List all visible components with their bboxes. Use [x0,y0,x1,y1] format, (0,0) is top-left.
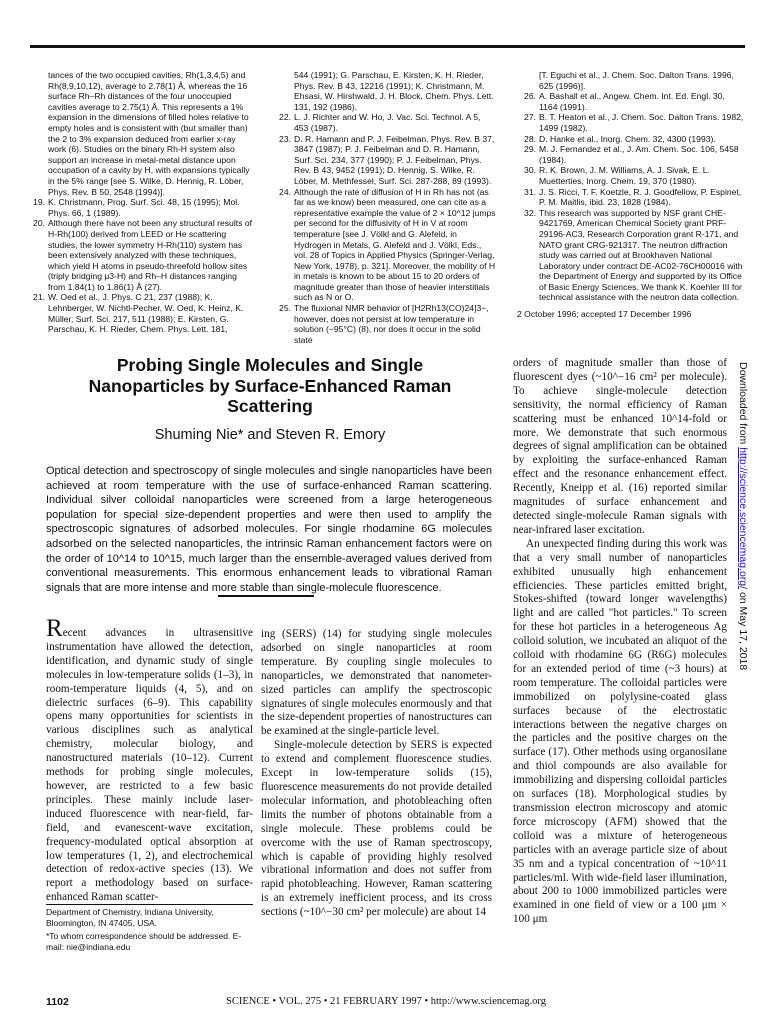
reference-item [272,112,496,133]
corresponding-author-note: *To whom correspondence should be addressed. E-mail: nie@indiana.edu [46,931,242,952]
author-affiliation: Department of Chemistry, Indiana University, Bloomington, IN 47405, USA. [46,907,214,928]
received-accepted-dates: 2 October 1996; accepted 17 December 1996 [517,309,692,320]
body-column-3 [513,357,727,927]
reference-item [272,303,496,345]
reference-text: R. K. Brown, J. M. Williams, A. J. Sivak, E. L. Muetterties, Inorg. Chem. 19, 370 (1980). [539,165,710,186]
reference-item [26,292,252,334]
reference-text: J. S. Ricci, T. F. Koetzle, R. J. Goodfellow, P. Espinet, P. M. Maitlis, ibid. 23, 1828 (1984). [539,186,742,208]
download-label: Downloaded from [737,362,749,448]
reference-item [517,112,745,133]
body-paragraph: orders of magnitude smaller than those of fluorescent dyes (~10^−16 cm² per molecule). To achieve single-molecule detection sensitivity, the normal efficiency of Raman scattering must be enhanced 10^14-fold or more. We demonstrate that such enormous degrees of signal amplification can be obtained by exploiting the surface-enhanced Raman effect and the resonance enhancement effect. Recently, Kneipp et al. (16) reported similar magnitudes of surface enhancement and detected single-molecule Raman signals with near-infrared laser excitation. [513,357,727,536]
reference-text: L. J. Richter and W. Ho, J. Vac. Sci. Technol. A 5, 453 (1987). [294,112,481,133]
reference-text: D. R. Hamann and P. J. Feibelman, Phys. Rev. B 37, 3847 (1987); P. J. Feibelman and D. R. Hamann, Surf. Sci. 234, 377 (1990); P. J. Feibelman, Phys. Rev. B 43, 9452 (1991); D. Hennig, S. Wilke, R. Löber, M. Methfessel, Surf. Sci. 287-288, 89 (1993). [294,133,495,186]
reference-text: This research was supported by NSF grant CHE-9421769, American Chemical Society grant PRF-29196-AC3, Research Corporation grant R-171, and NATO grant CRG-921317. The neutron diffraction study was carried out at Brookhaven National Laboratory under contract DE-AC02-76CH00016 with the Department of Energy and supported by its Office of Basic Energy Sciences. We thank K. Koehler III for technical assistance with the neutron data collection. [539,207,743,303]
top-rule [30,45,745,48]
reference-text: D. Hanke et al., Inorg. Chem. 32, 4300 (1993). [539,133,716,144]
reference-text: A. Bashall et al., Angew. Chem. Int. Ed. Engl. 30, 1164 (1991). [539,91,725,112]
reference-item [272,187,496,304]
article-authors: Shuming Nie* and Steven R. Emory [154,427,386,443]
reference-item [272,134,496,187]
abstract-separator-rule [218,595,314,597]
footnote-rule [46,904,253,905]
reference-item [517,187,745,208]
reference-text: W. Oed et al., J. Phys. C 21, 237 (1988); K. Lehnberger, W. Nichtl-Pecher, W. Oed, K. Heinz, K. Müller, Surf. Sci. 217, 511 (1988); E. Kirsten, G. Parschau, K. H. Rieder, Chem. Phys. Lett. 181, [48,292,244,335]
reference-item [517,208,745,303]
reference-number: 24. [279,186,291,197]
reference-text: tances of the two occupied cavities, Rh(1,3,4,5) and Rh(8,9,10,12), average to 2.78(1) Å, whereas the 16 surface Rh–Rh distances of the four unoccupied cavities average to 2.75(1) Å. This represents a 1% expansion in the dimensions of filled holes relative to empty holes and is consistent with (but smaller than) the 2 to 3% expansion deduced from earlier x-ray work (6). Studies on the binary Rh-H system also support an increase in metal-metal distance upon occupation of a cavity by H, with expansions typically in the 5% range [see S. Wilke, D. Hennig, R. Löber, Phys. Rev. B 50, 2548 (1994)]. [48,70,250,197]
reference-number: 31. [524,186,536,197]
page-number: 1102 [46,996,69,1008]
body-column-2 [261,628,492,920]
reference-number: 30. [524,165,536,176]
reference-text: [T. Eguchi et al., J. Chem. Soc. Dalton Trans. 1996, 625 (1996)]. [539,70,734,91]
reference-number: 26. [524,91,536,102]
body-paragraph: An unexpected finding during this work was that a very small number of nanoparticles exhibited unusually high enhancement efficiencies. These particles emitted bright, Stokes-shifted (toward longer wavelengths) light and are called "hot particles." To screen for these hot particles in a heterogeneous Ag colloid solution, we incubated an aliquot of the colloid with rhodamine 6G (R6G) molecules for an extended period of time (~3 hours) at room temperature. The colloidal particles were immobilized on polylysine-coated glass surfaces because of the electrostatic interactions between the negative charges on the particles and the positive charges on the surface (17). Other methods using organosilane and thiol compounds are also available for immobilizing and dispersing colloidal particles on surfaces (18). Morphological studies by transmission electron microscopy and atomic force microscopy (AFM) showed that the colloid was a mixture of heterogeneous particles with an average particle size of about 35 nm and a typical concentration of ~10^11 particles/ml. With wide-field laser illumination, about 200 to 1000 immobilized particles were examined in one field of view or a 100 μm × 100 μm [513,537,727,926]
article-abstract: Optical detection and spectroscopy of single molecules and single nanoparticles have been achieved at room temperature with the use of surface-enhanced Raman scattering. Individual silver colloidal nanoparticles were screened from a large heterogeneous population for special size-dependent properties and were then used to amplify the spectroscopic signatures of adsorbed molecules. For single rhodamine 6G molecules adsorbed on the selected nanoparticles, the intrinsic Raman enhancement factors were on the order of 10^14 to 10^15, much larger than the ensemble-averaged values derived from conventional measurements. This enormous enhancement leads to vibrational Raman signals that are more intense and more stable than single-molecule fluorescence. [46,465,492,594]
body-text: ecent advances in ultrasensitive instrumentation have allowed the detection, identification, and dynamic study of single molecules in low-temperature solids (1–3), in room-temperature liquids (4, 5), and on dielectric surfaces (6–9). This capability opens many opportunities for scientists in various disciplines such as analytical chemistry, molecular biology, and nanostructured materials (10–12). Current methods for probing single molecules, however, are restricted to a few basic principles. These mainly include laser-induced fluorescence with near-field, far-field, and evanescent-wave excitation, frequency-modulated optical absorption at low temperatures (1, 2), and electrochemical detection of redox-active species (13). We report a methodology based on surface-enhanced Raman scatter- [46,627,253,904]
body-paragraph [46,615,253,905]
references-column-2 [272,70,496,345]
body-paragraph: ing (SERS) (14) for studying single molecules adsorbed on single nanoparticles at room temperature. By coupling single molecules to nanoparticles, we demonstrated that nanometer-sized particles can amplify the spectroscopic signatures of single molecules enormously and that the size-dependent properties of nanostructures can be examined at the single-particle level. [261,628,492,738]
download-link[interactable]: http://science.sciencemag.org/ [737,447,749,590]
reference-item [517,165,745,186]
footnotes [46,904,253,952]
reference-number: 25. [279,303,291,314]
reference-item [517,70,745,91]
download-notice [737,362,763,671]
references-column-1 [26,70,252,335]
reference-number: 32. [524,207,536,218]
reference-text: B. T. Heaton et al., J. Chem. Soc. Dalton Trans. 1982, 1499 (1982). [539,112,744,133]
reference-item [517,134,745,145]
journal-citation: SCIENCE • VOL. 275 • 21 FEBRUARY 1997 • http://www.sciencemag.org [226,996,546,1007]
reference-number: 28. [524,133,536,144]
references-column-3 [517,70,745,320]
reference-number: 27. [524,112,536,123]
reference-number: 29. [524,144,536,155]
reference-number: 20. [33,218,45,229]
reference-item [26,70,252,197]
body-paragraph: Single-molecule detection by SERS is expected to extend and complement fluorescence studies. Except in low-temperature solids (15), fluorescence measurements do not provide detailed molecular information, and photobleaching often limits the number of photons obtainable from a single molecule. These problems could be overcome with the use of Raman spectroscopy, which is capable of providing highly resolved vibrational information and does not suffer from rapid photobleaching. However, Raman scattering is an extremely inefficient process, and its cross sections (~10^−30 cm² per molecule) are about 14 [261,739,492,919]
reference-number: 23. [279,133,291,144]
reference-number: 22. [279,112,291,123]
article-title: Probing Single Molecules and Single Nanoparticles by Surface-Enhanced Raman Scattering [88,355,452,416]
reference-text: 544 (1991); G. Parschau, E. Kirsten, K. H. Rieder, Phys. Rev. B 43, 12216 (1991); K. Christmann, M. Ehsasi, W. Hirshwald, J. H. Block, Chem. Phys. Lett. 131, 192 (1986). [294,70,494,112]
reference-item [517,91,745,112]
reference-text: M. J. Fernandez et al., J. Am. Chem. Soc. 106, 5458 (1984). [539,144,739,165]
reference-number: 21. [33,292,45,303]
reference-item [517,144,745,165]
body-column-1 [46,615,253,905]
download-date: on May 17, 2018 [737,589,749,671]
reference-item [26,218,252,292]
reference-item [26,197,252,218]
reference-text: The fluxional NMR behavior of [H2Rh13(CO)24]3−, however, does not persist at low temperature in solution (−95°C) (8), nor does it occur in the solid state [294,303,489,345]
reference-text: Although the rate of diffusion of H in Rh has not (as far as we know) been measured, one can cite as a representative example the value of 2 × 10^12 jumps per second for the diffusivity of H in V at room temperature [see J. Völkl and G. Alefeld, in Hydrogen in Metals, G. Alefeld and J. Völkl, Eds., vol. 28 of Topics in Applied Physics (Springer-Verlag, New York, 1978), p. 321]. Moreover, the mobility of H in metals is known to be about 15 to 20 orders of magnitude greater than those of heavier interstitials such as N or O. [294,186,496,303]
reference-text: Although there have not been any structural results of H-Rh(100) derived from LEED or He scattering studies, the lower symmetry H-Rh(110) system has been extensively analyzed with these techniques, which yield H atoms in pseudo-threefold hollow sites (triply bridging μ3-H) and Rh–H distances ranging from 1.84(1) to 1.86(1) Å (27). [48,218,252,292]
reference-item [272,70,496,112]
drop-cap: R [46,615,63,642]
reference-number: 19. [33,197,45,208]
reference-text: K. Christmann, Prog. Surf. Sci. 48, 15 (1995); Mol. Phys. 66, 1 (1989). [48,197,240,218]
